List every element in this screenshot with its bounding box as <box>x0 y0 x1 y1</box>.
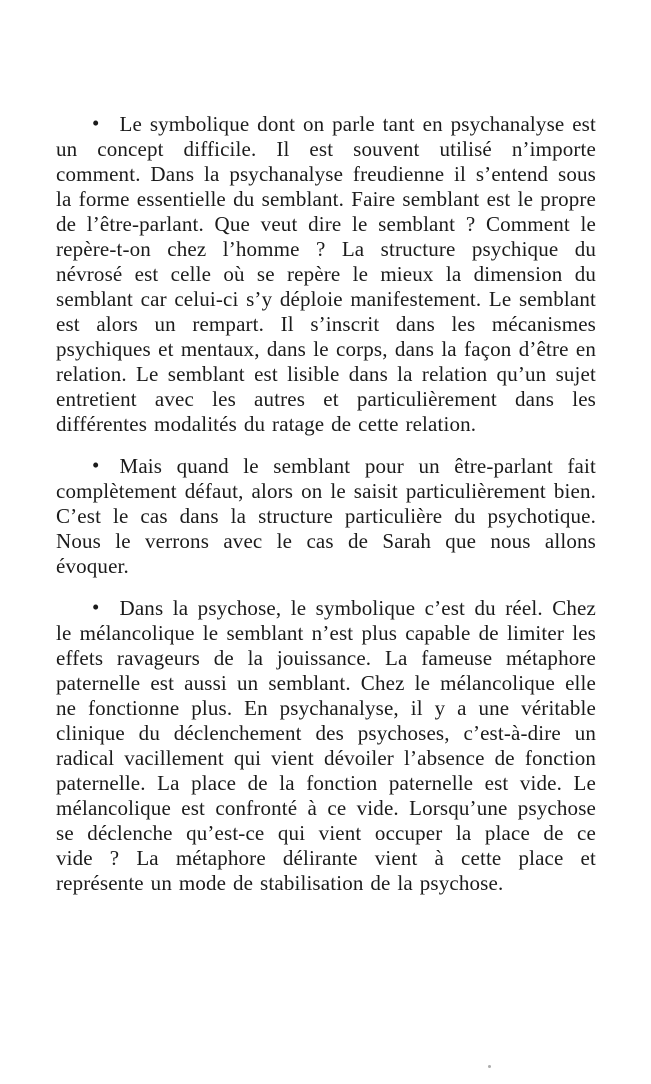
bullet-icon: • <box>92 111 100 135</box>
scan-speck <box>488 1065 491 1068</box>
bullet-icon: • <box>92 595 100 619</box>
paragraph-psychose <box>56 596 596 896</box>
text-block <box>56 112 596 913</box>
bullet-icon: • <box>92 453 100 477</box>
paragraph-semblant-defaut-text: Mais quand le semblant pour un être-parlant fait complètement défaut, alors on le saisit particulièrement bien. C’est le cas dans la structure particulière du psychotique. Nous le verrons avec le cas de Sarah que nous allons évoquer. <box>56 454 596 578</box>
paragraph-semblant-defaut <box>56 454 596 579</box>
paragraph-symbolique <box>56 112 596 437</box>
paragraph-symbolique-text: Le symbolique dont on parle tant en psychanalyse est un concept difficile. Il est souvent utilisé n’importe comment. Dans la psychanalyse freudienne il s’entend sous la forme essentielle du semblant. Faire semblant est le propre de l’être-parlant. Que veut dire le semblant ? Comment le repère-t-on chez l’homme ? La structure psychique du névrosé est celle où se repère le mieux la dimension du semblant car celui-ci s’y déploie manifestement. Le semblant est alors un rempart. Il s’inscrit dans les mécanismes psychiques et mentaux, dans le corps, dans la façon d’être en relation. Le semblant est lisible dans la relation qu’un sujet entretient avec les autres et particulièrement dans les différentes modalités du ratage de cette relation. <box>56 112 596 436</box>
paragraph-psychose-text: Dans la psychose, le symbolique c’est du réel. Chez le mélancolique le semblant n’est plus capable de limiter les effets ravageurs de la jouissance. La fameuse métaphore paternelle est aussi un semblant. Chez le mélancolique elle ne fonctionne plus. En psychanalyse, il y a une véritable clinique du déclenchement des psychoses, c’est-à-dire un radical vacillement qui vient dévoiler l’absence de fonction paternelle. La place de la fonction paternelle est vide. Le mélancolique est confronté à ce vide. Lorsqu’une psychose se déclenche qu’est-ce qui vient occuper la place de ce vide ? La métaphore délirante vient à cette place et représente un mode de stabilisation de la psychose. <box>56 596 596 895</box>
